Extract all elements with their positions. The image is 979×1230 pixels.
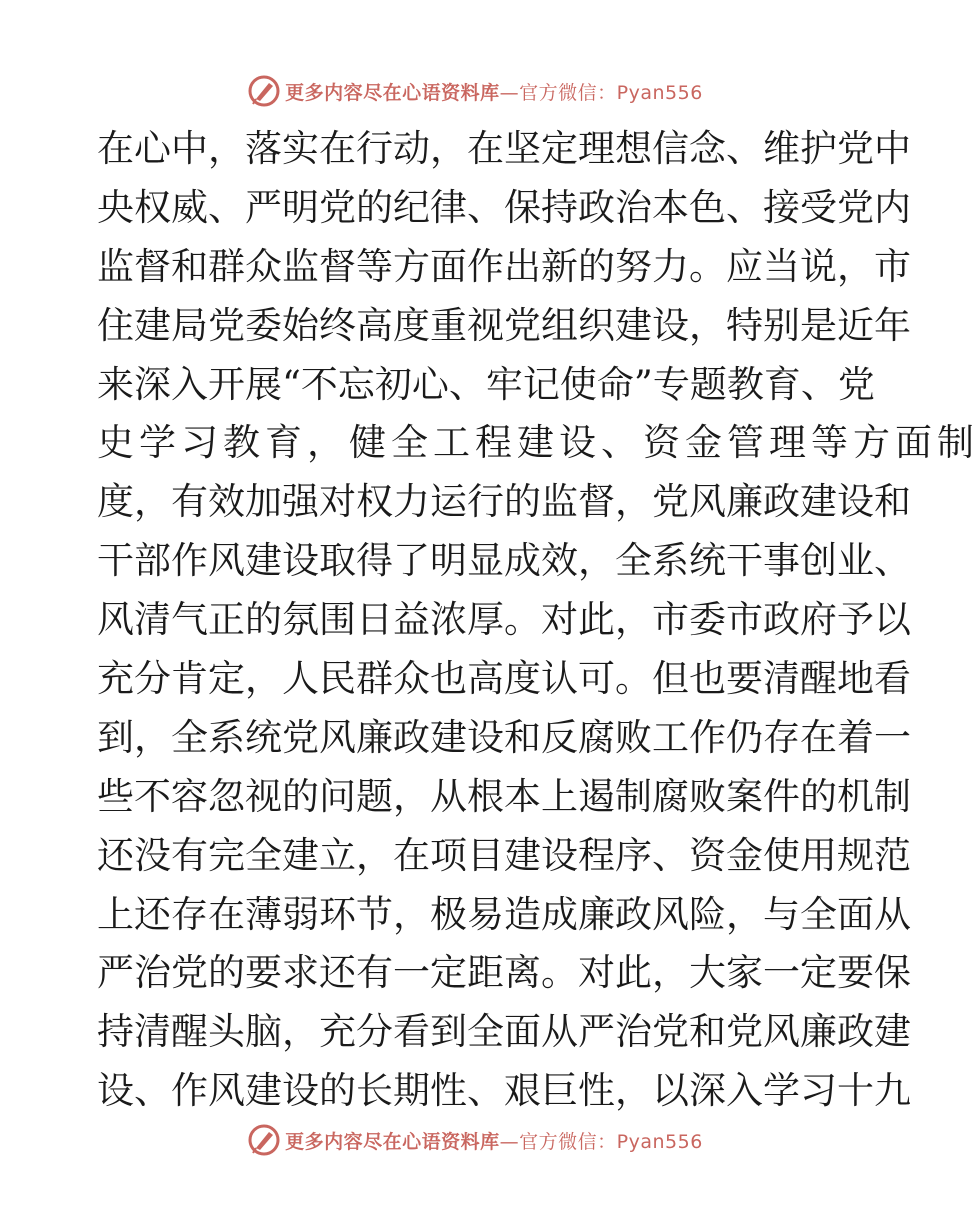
quill-seal-icon xyxy=(247,74,281,108)
text-line: 还没有完全建立，在项目建设程序、资金使用规范 xyxy=(97,833,911,877)
header-banner-dash: — xyxy=(499,81,520,104)
text-line: 史学习教育，健全工程建设、资金管理等方面制 xyxy=(97,421,979,465)
footer-banner-lead: 更多内容尽在心语资料库 xyxy=(285,1130,500,1153)
text-line: 设、作风建设的长期性、艰巨性，以深入学习十九 xyxy=(97,1069,911,1113)
text-line: 持清醒头脑，充分看到全面从严治党和党风廉政建 xyxy=(97,1010,911,1054)
text-line: 严治党的要求还有一定距离。对此，大家一定要保 xyxy=(97,951,911,995)
quill-seal-icon xyxy=(247,1123,281,1157)
header-banner-text xyxy=(285,78,703,105)
footer-banner-dash: — xyxy=(499,1130,520,1153)
text-line: 到，全系统党风廉政建设和反腐败工作仍存在着一 xyxy=(97,715,911,759)
footer-banner-rest: 官方微信：Pyan556 xyxy=(519,1130,703,1153)
text-line: 来深入开展“不忘初心、牢记使命”专题教育、党 xyxy=(97,362,875,406)
text-line: 充分肯定，人民群众也高度认可。但也要清醒地看 xyxy=(97,657,911,701)
text-line: 上还存在薄弱环节，极易造成廉政风险，与全面从 xyxy=(97,892,911,936)
text-line: 些不容忽视的问题，从根本上遏制腐败案件的机制 xyxy=(97,774,911,818)
text-line: 干部作风建设取得了明显成效，全系统干事创业、 xyxy=(97,539,911,583)
header-banner xyxy=(0,71,950,111)
footer-banner xyxy=(0,1120,950,1160)
document-body xyxy=(97,120,979,1121)
text-line: 风清气正的氛围日益浓厚。对此，市委市政府予以 xyxy=(97,598,911,642)
text-line: 住建局党委始终高度重视党组织建设，特别是近年 xyxy=(97,303,911,347)
header-banner-rest: 官方微信：Pyan556 xyxy=(519,81,703,104)
text-line: 央权威、严明党的纪律、保持政治本色、接受党内 xyxy=(97,185,911,229)
footer-banner-text xyxy=(285,1127,703,1154)
text-line: 监督和群众监督等方面作出新的努力。应当说，市 xyxy=(97,244,911,288)
header-banner-lead: 更多内容尽在心语资料库 xyxy=(285,81,500,104)
text-line: 度，有效加强对权力运行的监督，党风廉政建设和 xyxy=(97,480,911,524)
text-line: 在心中，落实在行动，在坚定理想信念、维护党中 xyxy=(97,127,911,170)
